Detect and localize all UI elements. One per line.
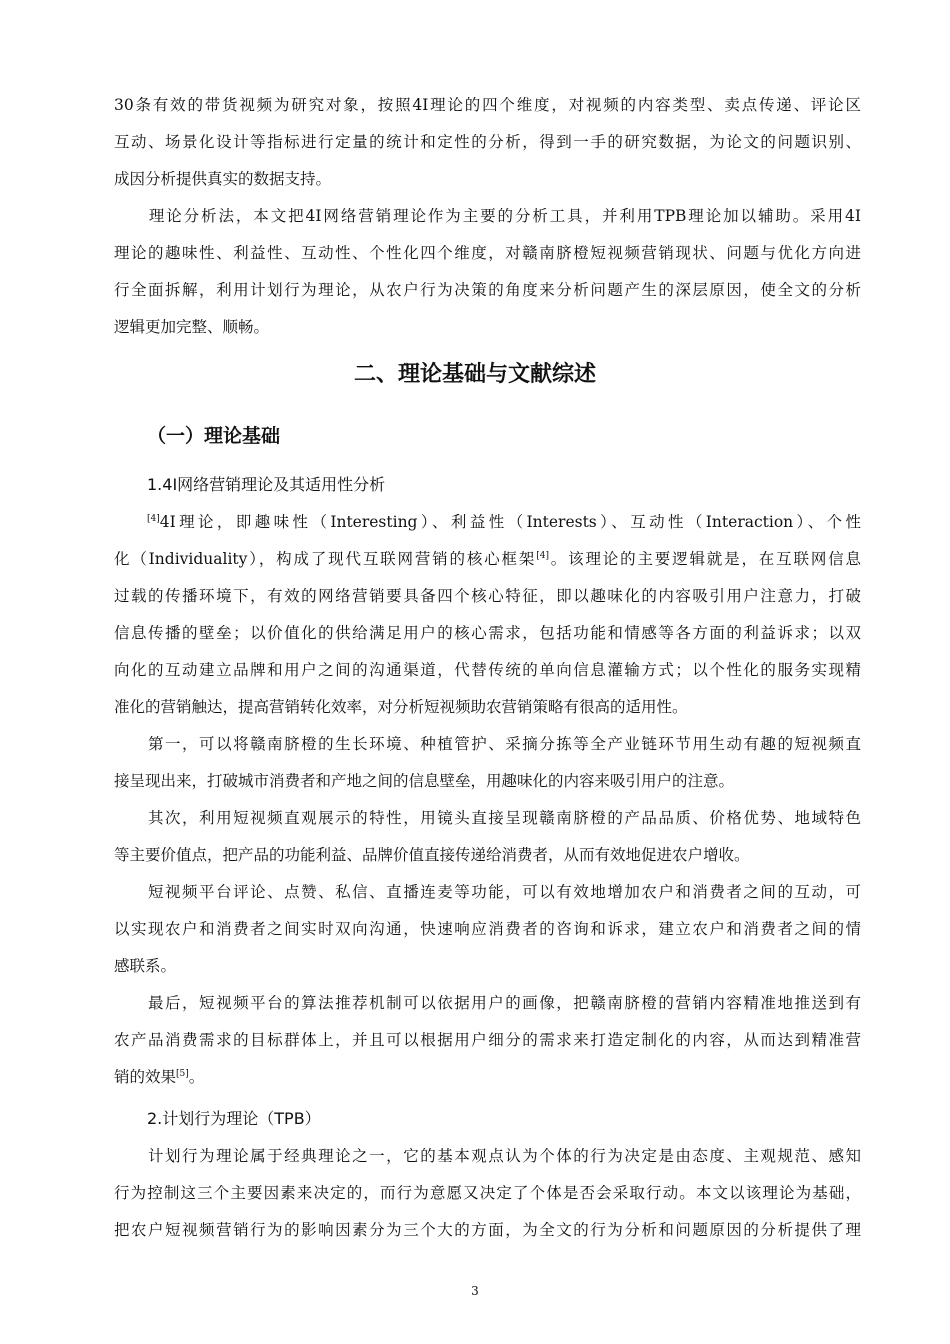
- body-text-line: 计划行为理论属于经典理论之一，它的基本观点认为个体的行为决定是由态度、主观规范、感知: [114, 1147, 861, 1165]
- body-text-line: [4]4I理论，即趣味性（Interesting）、利益性（Interests）、互动性（Interaction）、个性: [147, 513, 861, 531]
- body-text-line: 成因分析提供真实的数据支持。: [114, 170, 332, 188]
- citation-ref: [4]: [536, 551, 549, 561]
- body-text-line: 把农户短视频营销行为的影响因素分为三个大的方面，为全文的行为分析和问题原因的分析提供了理: [114, 1221, 861, 1239]
- body-text-line: 接呈现出来，打破城市消费者和产地之间的信息壁垒，用趣味化的内容来吸引用户的注意。: [114, 772, 735, 790]
- body-text-line: 准化的营销触达，提高营销转化效率，对分析短视频助农营销策略有很高的适用性。: [114, 698, 688, 716]
- body-text-line: 行为控制这三个主要因素来决定的，而行为意愿又决定了个体是否会采取行动。本文以该理论为基础，: [114, 1184, 861, 1202]
- body-text-line: 最后，短视频平台的算法推荐机制可以依据用户的画像，把赣南脐橙的营销内容精准地推送到有: [114, 994, 861, 1012]
- body-text-line: 行全面拆解，利用计划行为理论，从农户行为决策的角度来分析问题产生的深层原因，使全文的分析: [114, 281, 861, 299]
- body-text-line: 短视频平台评论、点赞、私信、直播连麦等功能，可以有效地增加农户和消费者之间的互动，可: [114, 883, 861, 901]
- chapter-title: 二、理论基础与文献综述: [353, 362, 596, 387]
- citation-ref: [5]: [176, 1069, 189, 1079]
- body-text-line: 农产品消费需求的目标群体上，并且可以根据用户细分的需求来打造定制化的内容，从而达到精准营: [114, 1031, 861, 1049]
- subsection-title: 2.计划行为理论（TPB）: [147, 1109, 321, 1128]
- body-text-line: 化（Individuality），构成了现代互联网营销的核心框架[4]。该理论的主要逻辑就是，在互联网信息: [114, 550, 861, 568]
- body-text-line: 其次，利用短视频直观展示的特性，用镜头直接呈现赣南脐橙的产品品质、价格优势、地域特色: [114, 809, 861, 827]
- body-text-line: 理论的趣味性、利益性、互动性、个性化四个维度，对赣南脐橙短视频营销现状、问题与优化方向进: [114, 244, 861, 262]
- section-title: （一）理论基础: [147, 425, 281, 447]
- body-text-line: 第一，可以将赣南脐橙的生长环境、种植管护、采摘分拣等全产业链环节用生动有趣的短视频直: [114, 735, 861, 753]
- body-text-line: 等主要价值点，把产品的功能利益、品牌价值直接传递给消费者，从而有效地促进农户增收。: [114, 846, 750, 864]
- citation-ref: [4]: [147, 514, 160, 524]
- body-text-line: 信息传播的壁垒；以价值化的供给满足用户的核心需求，包括功能和情感等各方面的利益诉求；以双: [114, 624, 861, 642]
- subsection-title: 1.4I网络营销理论及其适用性分析: [147, 475, 386, 494]
- page-number: 3: [471, 1284, 479, 1298]
- body-text-line: 互动、场景化设计等指标进行定量的统计和定性的分析，得到一手的研究数据，为论文的问题识别、: [114, 133, 861, 151]
- body-text-line: 30条有效的带货视频为研究对象，按照4I理论的四个维度，对视频的内容类型、卖点传递、评论区: [114, 96, 861, 114]
- body-text-line: 向化的互动建立品牌和用户之间的沟通渠道，代替传统的单向信息灌输方式；以个性化的服务实现精: [114, 661, 861, 679]
- body-text-line: 销的效果[5]。: [114, 1068, 205, 1086]
- body-text-line: 理论分析法，本文把4I网络营销理论作为主要的分析工具，并利用TPB理论加以辅助。采用4I: [114, 207, 861, 225]
- body-text-line: 过载的传播环境下，有效的网络营销要具备四个核心特征，即以趣味化的内容吸引用户注意力，打破: [114, 587, 861, 605]
- body-text-line: 感联系。: [114, 957, 177, 975]
- body-text-line: 以实现农户和消费者之间实时双向沟通，快速响应消费者的咨询和诉求，建立农户和消费者之间的情: [114, 920, 861, 938]
- body-text-line: 逻辑更加完整、顺畅。: [114, 318, 270, 336]
